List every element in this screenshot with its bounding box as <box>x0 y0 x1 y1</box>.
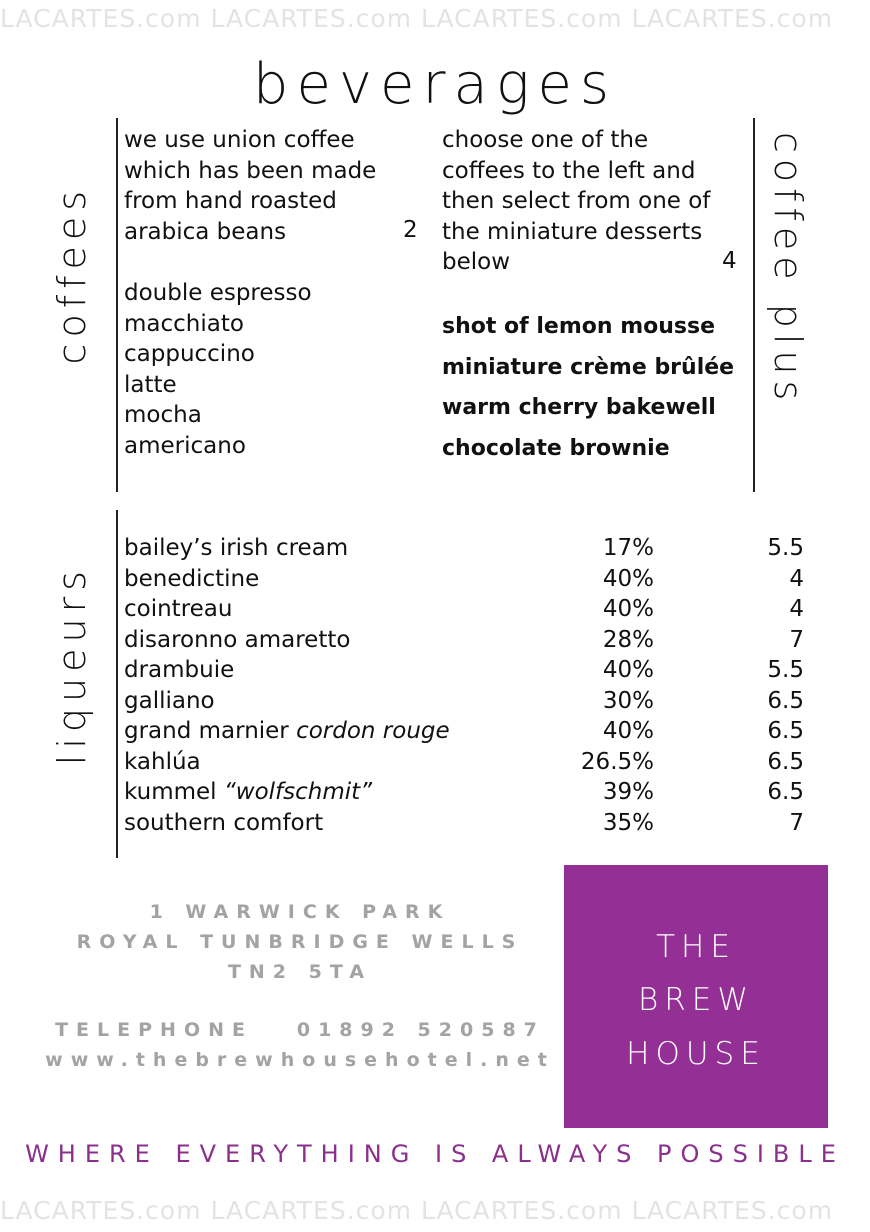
liqueur-abv: 40% <box>602 718 654 744</box>
liqueur-name: drambuie <box>124 657 235 683</box>
desserts-list <box>442 307 734 469</box>
liqueur-name: cointreau <box>124 596 233 622</box>
liqueur-abv: 26.5% <box>580 748 654 775</box>
coffees-label: coffees <box>50 185 94 365</box>
liqueur-row <box>124 749 804 780</box>
liqueur-abv: 35% <box>602 809 654 836</box>
brand-line-2: BREW <box>637 982 755 1018</box>
dessert-item: chocolate brownie <box>442 435 670 461</box>
address-line-1: 1 WARWICK PARK <box>149 901 451 923</box>
liqueur-row <box>124 779 804 810</box>
liqueur-name <box>124 718 450 744</box>
coffee-plus-intro-line: then select from one of <box>442 188 711 214</box>
liqueur-price: 6.5 <box>767 687 804 714</box>
coffees-intro <box>124 125 376 247</box>
coffees-price: 2 <box>403 217 418 243</box>
telephone-number: 01892 520587 <box>296 1019 545 1041</box>
liqueur-name <box>124 779 372 805</box>
brand-line-3: HOUSE <box>626 1036 766 1072</box>
coffees-intro-line: arabica beans <box>124 218 287 245</box>
liqueur-name-italic: cordon rouge <box>296 718 450 744</box>
coffee-item: cappuccino <box>124 341 255 367</box>
coffee-plus-intro <box>442 125 710 278</box>
liqueur-name: benedictine <box>124 565 260 592</box>
liqueur-price: 7 <box>789 626 804 653</box>
liqueur-row <box>124 596 804 627</box>
coffee-plus-label: coffee plus <box>766 132 810 407</box>
liqueur-name-main: grand marnier <box>124 718 297 744</box>
liqueur-name: disaronno amaretto <box>124 626 351 653</box>
liqueur-name: kahlúa <box>124 748 201 775</box>
brand-line-1: THE <box>656 929 736 965</box>
liqueur-row <box>124 535 804 566</box>
liqueur-name-italic: “wolfschmit” <box>223 779 373 805</box>
liqueur-abv: 30% <box>602 687 654 714</box>
coffee-plus-intro-line: choose one of the <box>442 127 649 153</box>
liqueur-name: bailey’s irish cream <box>124 535 349 561</box>
liqueur-row <box>124 688 804 719</box>
coffee-plus-price: 4 <box>722 248 737 274</box>
coffees-divider <box>116 118 118 492</box>
coffee-item: macchiato <box>124 310 244 337</box>
coffees-intro-line: we use union coffee <box>124 127 355 153</box>
liqueur-price: 6.5 <box>767 779 804 805</box>
liqueur-price: 4 <box>789 565 804 592</box>
liqueur-abv: 40% <box>602 565 654 592</box>
liqueurs-label: liqueurs <box>50 565 94 766</box>
address-line-2: ROYAL TUNBRIDGE WELLS <box>76 931 524 953</box>
liqueur-abv: 28% <box>602 626 654 653</box>
liqueurs-divider <box>116 510 118 858</box>
liqueur-abv: 39% <box>602 779 654 805</box>
liqueur-price: 6.5 <box>767 718 804 744</box>
liqueur-row <box>124 627 804 658</box>
coffees-intro-line: which has been made <box>124 157 377 184</box>
website-link[interactable]: www.thebrewhousehotel.net <box>45 1049 555 1071</box>
coffee-item: mocha <box>124 402 202 428</box>
liqueur-name-main: kummel <box>124 779 224 805</box>
watermark-bottom: LACARTES.com LACARTES.com LACARTES.com LACARTES.com <box>0 1196 834 1225</box>
page-title: beverages <box>252 52 618 117</box>
liqueur-abv: 40% <box>602 596 654 622</box>
liqueur-price: 5.5 <box>767 535 804 561</box>
liqueur-price: 7 <box>789 809 804 836</box>
liqueur-abv: 40% <box>602 657 654 683</box>
liqueur-price: 6.5 <box>767 748 804 775</box>
liqueur-abv: 17% <box>602 535 654 561</box>
liqueur-row <box>124 657 804 688</box>
dessert-item: shot of lemon mousse <box>442 314 716 339</box>
liqueur-name: southern comfort <box>124 809 324 836</box>
liqueur-name: galliano <box>124 687 215 714</box>
dessert-item: warm cherry bakewell <box>442 395 716 420</box>
coffee-plus-intro-line: below <box>442 249 511 275</box>
telephone <box>30 1019 570 1041</box>
address-line-3: TN2 5TA <box>227 961 373 983</box>
dessert-item: miniature crème brûlée <box>442 354 735 380</box>
coffees-intro-line: from hand roasted <box>124 188 337 214</box>
watermark-top: LACARTES.com LACARTES.com LACARTES.com LACARTES.com <box>0 4 834 33</box>
coffee-plus-intro-line: coffees to the left and <box>442 157 696 184</box>
coffees-list <box>124 278 312 461</box>
coffee-item: americano <box>124 432 246 459</box>
liqueur-price: 5.5 <box>767 657 804 683</box>
liqueur-row <box>124 718 804 749</box>
tagline: WHERE EVERYTHING IS ALWAYS POSSIBLE <box>25 1140 845 1168</box>
liqueur-price: 4 <box>789 596 804 622</box>
telephone-label: TELEPHONE <box>55 1019 253 1041</box>
liqueur-row <box>124 810 804 841</box>
liqueur-row <box>124 566 804 597</box>
coffee-plus-divider <box>753 118 755 492</box>
coffee-plus-intro-line: the miniature desserts <box>442 218 703 245</box>
brand-logo-box <box>564 865 828 1128</box>
coffee-item: double espresso <box>124 280 312 306</box>
coffee-item: latte <box>124 371 177 398</box>
